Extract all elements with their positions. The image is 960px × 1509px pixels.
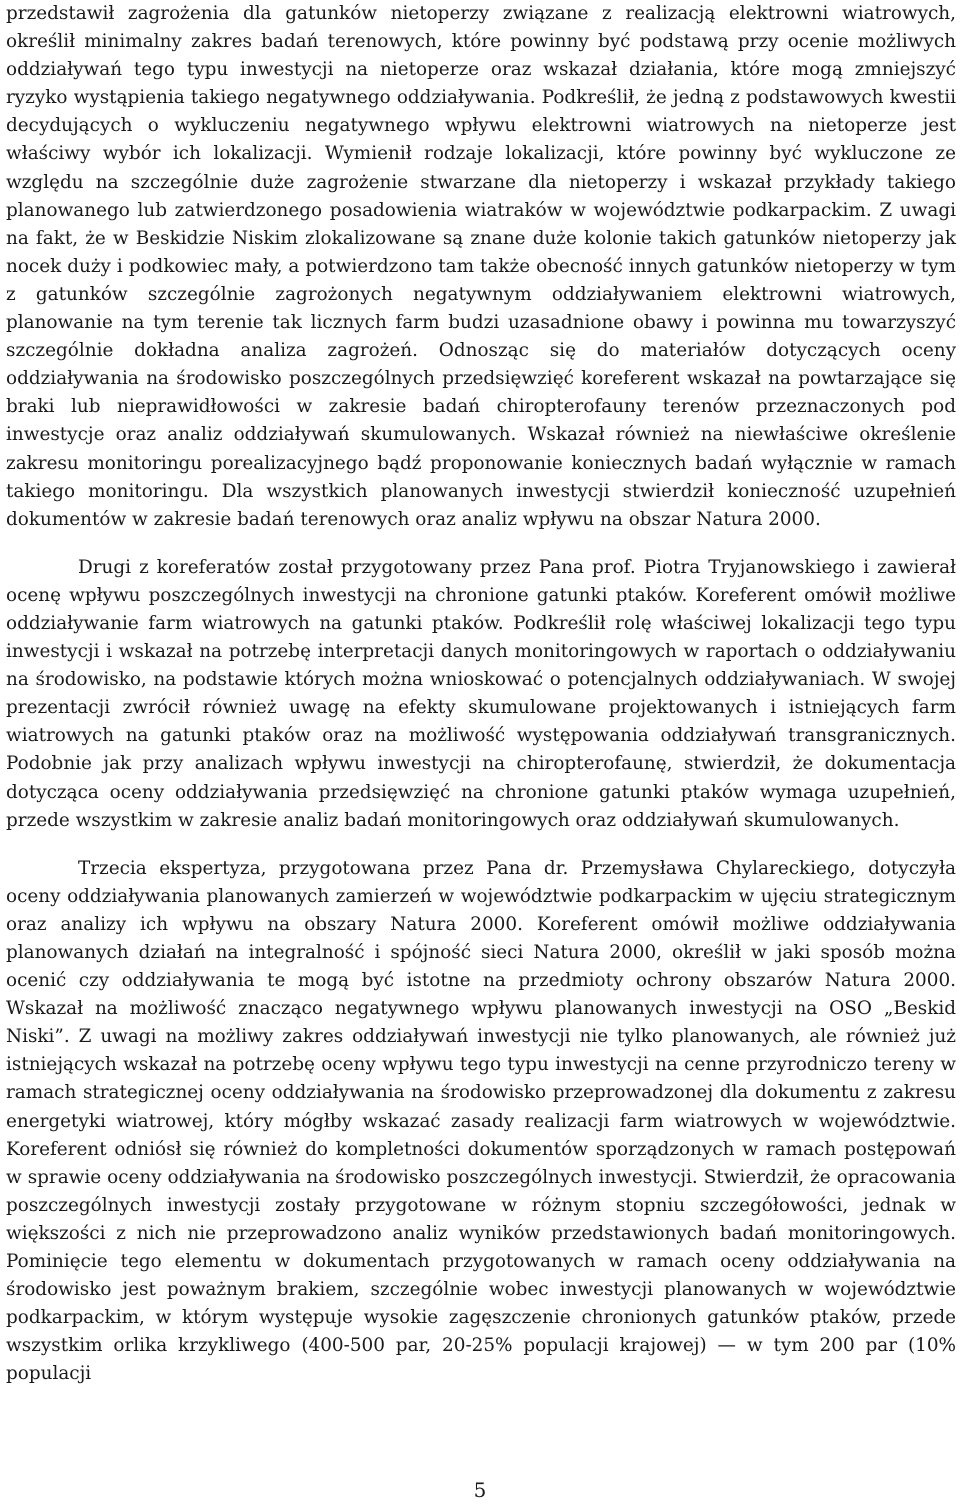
document-page (6, 0, 956, 1389)
paragraph-bats: przedstawił zagrożenia dla gatunków nietoperzy związane z realizacją elektrowni wiatrowych, określił minimalny zakres badań terenowych, które powinny być podstawą przy ocenie możliwych oddziaływań tego typu inwestycji na nietoperze oraz wskazał działania, które mogą zmniejszyć ryzyko wystąpienia takiego negatywnego oddziaływania. Podkreślił, że jedną z podstawowych kwestii decydujących o wykluczeniu negatywnego wpływu elektrowni wiatrowych na nietoperze jest właściwy wybór ich lokalizacji. Wymienił rodzaje lokalizacji, które powinny być wykluczone ze względu na szczególnie duże zagrożenie stwarzane dla nietoperzy i wskazał przykłady takiego planowanego lub zatwierdzonego posadowienia wiatraków w województwie podkarpackim. Z uwagi na fakt, że w Beskidzie Niskim zlokalizowane są znane duże kolonie takich gatunków nietoperzy jak nocek duży i podkowiec mały, a potwierdzono tam także obecność innych gatunków nietoperzy w tym z gatunków szczególnie zagrożonych negatywnym oddziaływaniem elektrowni wiatrowych, planowanie na tym terenie tak licznych farm budzi uzasadnione obawy i powinna mu towarzyszyć szczególnie dokładna analiza zagrożeń. Odnosząc się do materiałów dotyczących oceny oddziaływania na środowisko poszczególnych przedsięwzięć koreferent wskazał na powtarzające się braki lub nieprawidłowości w zakresie badań chiropterofauny terenów przeznaczonych pod inwestycje oraz analiz oddziaływań skumulowanych. Wskazał również na niewłaściwe określenie zakresu monitoringu porealizacyjnego bądź proponowanie koniecznych badań wyłącznie w ramach takiego monitoringu. Dla wszystkich planowanych inwestycji stwierdził konieczność uzupełnień dokumentów w zakresie badań terenowych oraz analiz wpływu na obszar Natura 2000. (6, 3, 956, 530)
paragraph-natura-2000: Trzecia ekspertyza, przygotowana przez Pana dr. Przemysława Chylareckiego, dotyczyła oceny oddziaływania planowanych zamierzeń w województwie podkarpackim w ujęciu strategicznym oraz analizy ich wpływu na obszary Natura 2000. Koreferent omówił możliwe oddziaływania planowanych działań na integralność i spójność sieci Natura 2000, określił w jaki sposób można ocenić czy oddziaływania te mogą być istotne na przedmioty ochrony obszarów Natura 2000. Wskazał na możliwość znacząco negatywnego wpływu planowanych inwestycji na OSO „Beskid Niski”. Z uwagi na możliwy zakres oddziaływań inwestycji nie tylko planowanych, ale również już istniejących wskazał na potrzebę oceny wpływu tego typu inwestycji na cenne przyrodniczo tereny w ramach strategicznej oceny oddziaływania na środowisko przeprowadzonej dla dokumentu z zakresu energetyki wiatrowej, który mógłby wskazać zasady realizacji farm wiatrowych w województwie. Koreferent odniósł się również do kompletności dokumentów sporządzonych w ramach postępowań w sprawie oceny oddziaływania na środowisko poszczególnych inwestycji. Stwierdził, że opracowania poszczególnych inwestycji zostały przygotowane w różnym stopniu szczegółowości, jednak w większości z nich nie przeprowadzono analiz wyników przedstawionych badań monitoringowych. Pominięcie tego elementu w dokumentach przygotowanych w ramach oceny oddziaływania na środowisko jest poważnym brakiem, szczególnie wobec inwestycji planowanych w województwie podkarpackim, w którym występuje wysokie zagęszczenie chronionych gatunków ptaków, przede wszystkim orlika krzykliwego (400-500 par, 20-25% populacji krajowej) — w tym 200 par (10% populacji (6, 857, 956, 1385)
page-number: 5 (473, 1478, 487, 1502)
paragraph-birds: Drugi z koreferatów został przygotowany przez Pana prof. Piotra Tryjanowskiego i zawierał ocenę wpływu poszczególnych inwestycji na chronione gatunki ptaków. Koreferent omówił możliwe oddziaływanie farm wiatrowych na gatunki ptaków. Podkreślił rolę właściwej lokalizacji tego typu inwestycji i wskazał na potrzebę interpretacji danych monitoringowych w raportach o oddziaływaniu na środowisko, na podstawie których można wnioskować o potencjalnych oddziaływaniach. W swojej prezentacji zwrócił również uwagę na efekty skumulowane projektowanych i istniejących farm wiatrowych na gatunki ptaków oraz na możliwość występowania oddziaływań transgranicznych. Podobnie jak przy analizach wpływu inwestycji na chiropterofaunę, stwierdził, że dokumentacja dotycząca oceny oddziaływania przedsięwzięć na chronione gatunki ptaków wymaga uzupełnień, przede wszystkim w zakresie analiz badań monitoringowych oraz oddziaływań skumulowanych. (6, 556, 956, 831)
